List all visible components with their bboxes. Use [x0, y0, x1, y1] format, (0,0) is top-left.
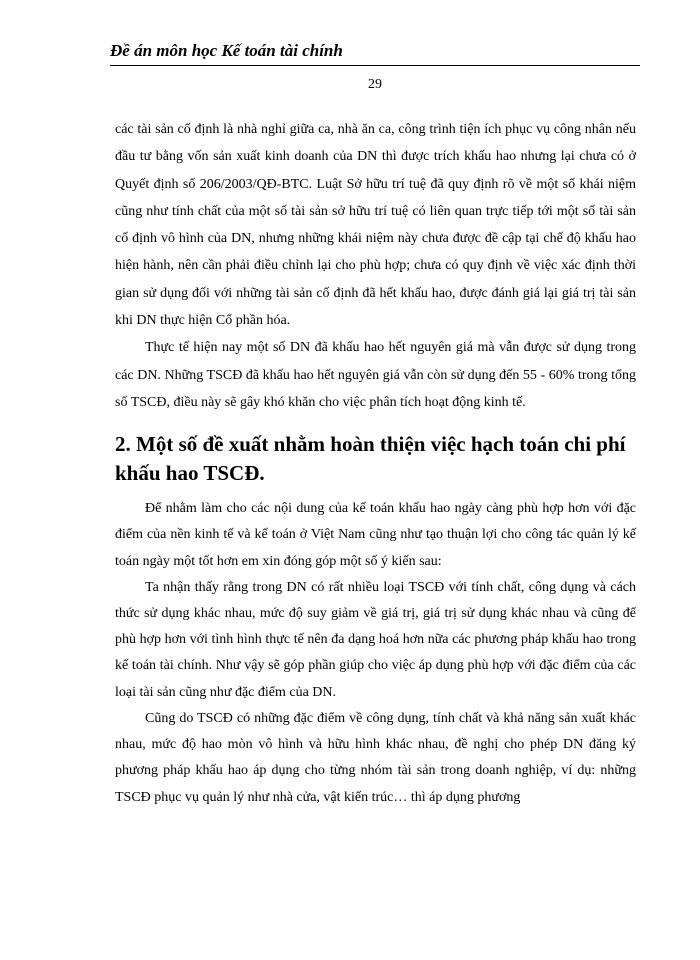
document-title: Đề án môn học Kế toán tài chính [110, 41, 343, 60]
paragraph-depreciation-reality: Thực tế hiện nay một số DN đã khấu hao hết nguyên giá mà vẫn được sử dụng trong các DN. Những TSCĐ đã khấu hao hết nguyên giá vẫn còn sử dụng đến 55 - 60% trong tổng số TSCĐ, điều này sẽ gây khó khăn cho việc phân tích hoạt động kinh tế. [115, 340, 636, 410]
page-header [110, 40, 640, 66]
paragraph-register-methods: Cũng do TSCĐ có những đặc điểm về công dụng, tính chất và khả năng sản xuất khác nhau, mức độ hao mòn vô hình và hữu hình khác nhau, đề nghị cho phép DN đăng ký phương pháp khấu hao áp dụng cho từng nhóm tài sản trong doanh nghiệp, ví dụ: những TSCĐ phục vụ quản lý như nhà cửa, vật kiến trúc… thì áp dụng phương [115, 710, 636, 805]
page-body [115, 116, 636, 811]
paragraph-proposal-intro: Để nhằm làm cho các nội dung của kế toán khấu hao ngày càng phù hợp hơn với đặc điểm của nền kinh tế và kế toán ở Việt Nam cũng như tạo thuận lợi cho công tác quản lý kế toán ngày một tốt hơn em xin đóng góp một số ý kiến sau: [115, 501, 636, 569]
page-number: 29 [368, 77, 382, 92]
header-divider [110, 65, 640, 66]
paragraph-diversify-methods: Ta nhận thấy rằng trong DN có rất nhiều loại TSCĐ với tính chất, công dụng và cách thức sử dụng khác nhau, mức độ suy giảm về giá trị, giá trị sử dụng khác nhau và cũng để phù hợp hơn với tình hình thực tế nên đa dạng hoá hơn nữa các phương pháp khấu hao trong kế toán tài chính. Như vậy sẽ góp phần giúp cho việc áp dụng phù hợp với đặc điểm của các loại tài sản cũng như đặc điểm của DN. [115, 579, 636, 700]
paragraph-continuation: các tài sản cố định là nhà nghỉ giữa ca, nhà ăn ca, công trình tiện ích phục vụ công nhân nếu đầu tư bằng vốn sản xuất kinh doanh của DN thì được trích khấu hao nhưng lại chưa có ở Quyết định số 206/2003/QĐ-BTC. Luật Sở hữu trí tuệ đã quy định rõ về một số khái niệm cũng như tính chất của một số tài sản sở hữu trí tuệ có liên quan trực tiếp tới một số tài sản cố định vô hình của DN, nhưng những khái niệm này chưa được đề cập tại chế độ khấu hao hiện hành, nên cần phải điều chỉnh lại cho phù hợp; chưa có quy định về việc xác định thời gian sử dụng đối với những tài sản cố định đã hết khấu hao, được đánh giá lại giá trị tài sản khi DN thực hiện Cổ phần hóa. [115, 122, 636, 329]
section-heading: 2. Một số đề xuất nhằm hoàn thiện việc hạch toán chi phí khấu hao TSCĐ. [115, 432, 626, 486]
